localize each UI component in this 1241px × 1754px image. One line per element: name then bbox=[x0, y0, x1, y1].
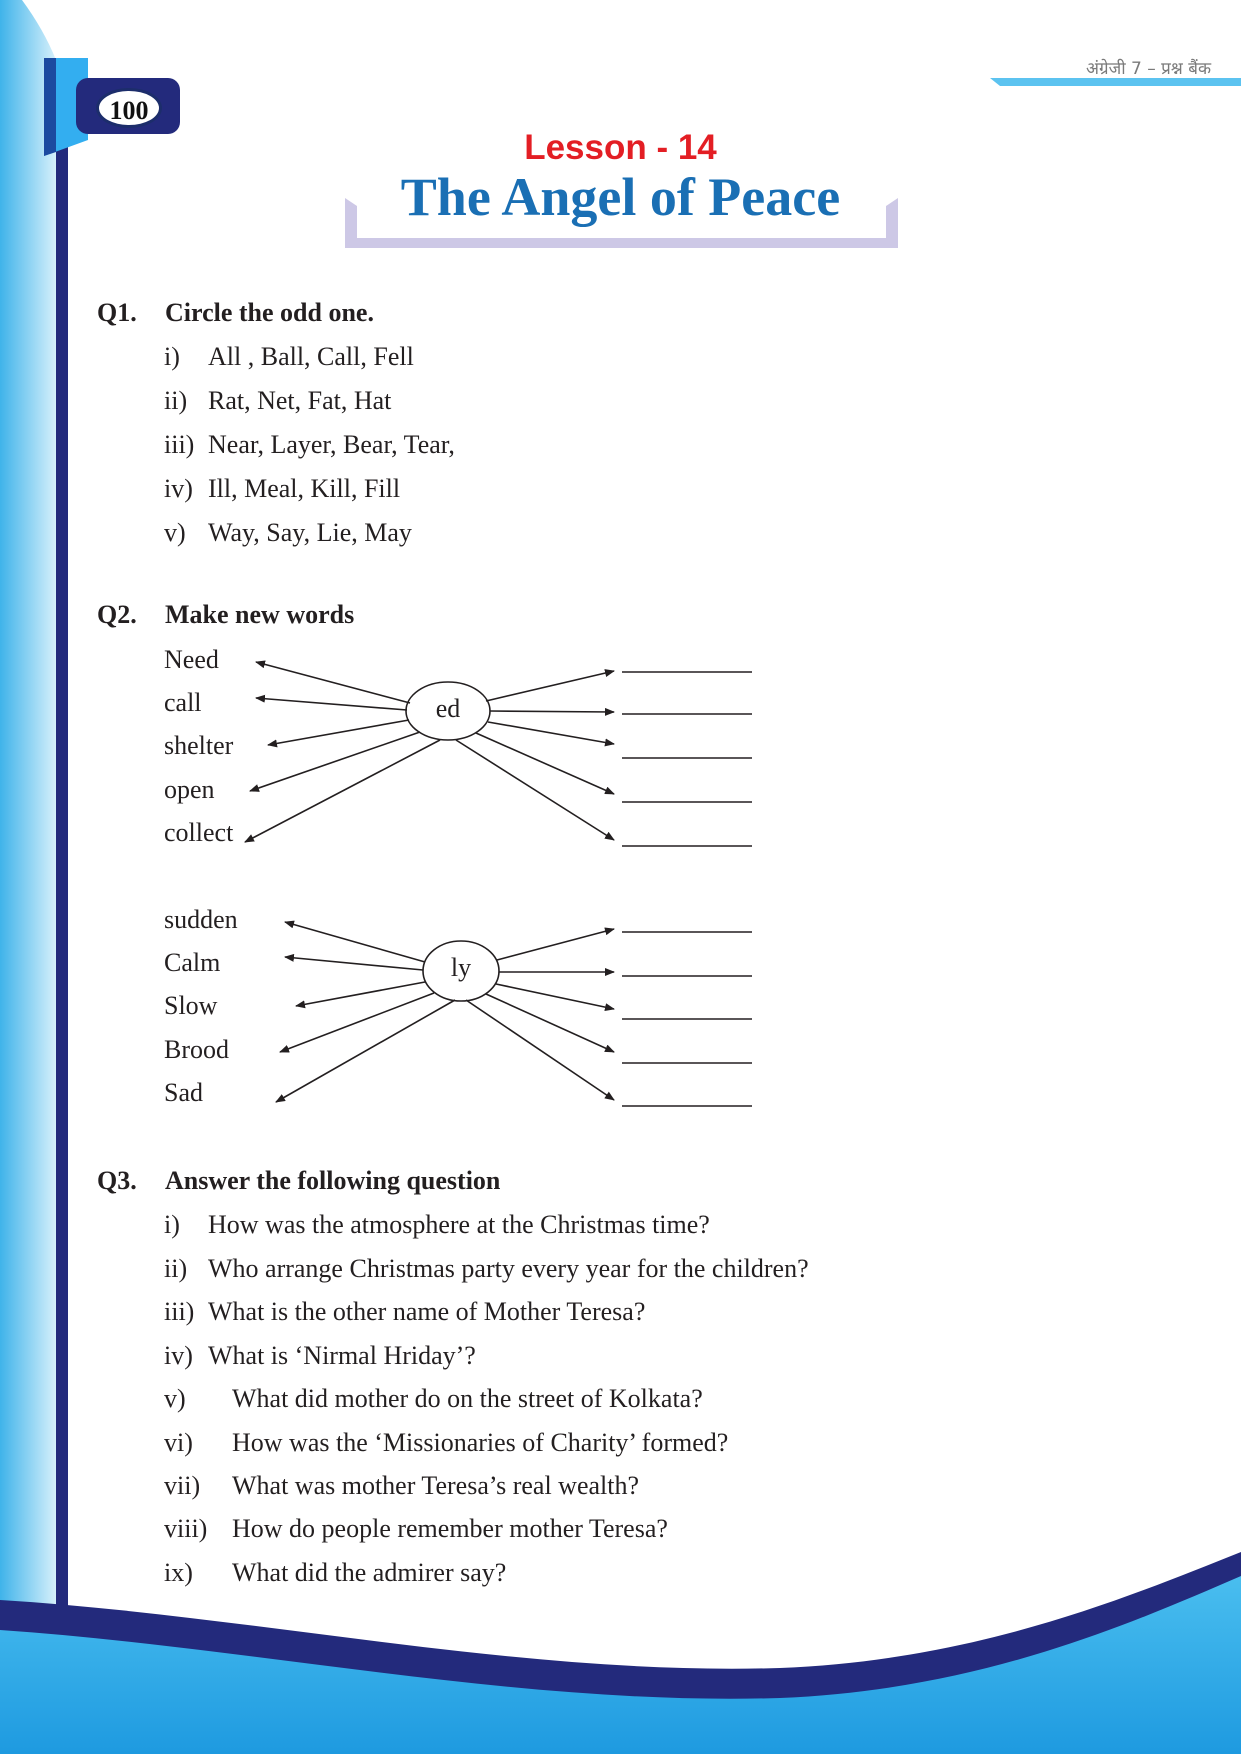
q1-item-number: i) bbox=[164, 342, 180, 371]
q3-item-text: What did mother do on the street of Kolkata? bbox=[232, 1384, 703, 1413]
q1-item-number: ii) bbox=[164, 386, 188, 415]
lesson-number: Lesson - 14 bbox=[524, 128, 717, 167]
web-arrow bbox=[285, 957, 423, 970]
q3-item-text: What did the admirer say? bbox=[232, 1558, 507, 1587]
q3-item-number: vii) bbox=[164, 1471, 201, 1500]
q3-item-number: ix) bbox=[164, 1558, 193, 1587]
q1-item-number: iii) bbox=[164, 430, 195, 459]
q3-item-text: What is ‘Nirmal Hriday’? bbox=[208, 1341, 476, 1370]
q1-item-number: iv) bbox=[164, 474, 193, 503]
q1-item-text: All , Ball, Call, Fell bbox=[208, 342, 414, 371]
base-word: Brood bbox=[164, 1035, 229, 1064]
q1-number: Q1. bbox=[97, 298, 137, 327]
q3-item-number: iv) bbox=[164, 1341, 193, 1370]
q3-item-number: iii) bbox=[164, 1297, 195, 1326]
header-book-tag: अंग्रेजी 7 – प्रश्न बैंक bbox=[1086, 59, 1211, 79]
base-word: Need bbox=[164, 645, 219, 674]
q3-item-number: v) bbox=[164, 1384, 186, 1413]
page-number: 100 bbox=[96, 88, 162, 128]
ed-word-web bbox=[245, 662, 752, 846]
web-arrow bbox=[268, 720, 409, 745]
q1-item-text: Rat, Net, Fat, Hat bbox=[208, 386, 392, 415]
web-arrow bbox=[497, 929, 614, 960]
q2-heading: Make new words bbox=[165, 600, 355, 629]
base-word: Sad bbox=[164, 1078, 203, 1107]
ly-suffix: ly bbox=[450, 953, 472, 982]
web-arrow bbox=[466, 1000, 614, 1100]
web-arrow bbox=[488, 722, 614, 744]
web-arrow bbox=[296, 982, 425, 1006]
q1-heading: Circle the odd one. bbox=[165, 298, 374, 327]
q1-item-number: v) bbox=[164, 518, 186, 547]
base-word: shelter bbox=[164, 731, 234, 760]
web-arrow bbox=[456, 740, 614, 840]
q1-item-text: Near, Layer, Bear, Tear, bbox=[208, 430, 455, 459]
q3-item-text: What was mother Teresa’s real wealth? bbox=[232, 1471, 640, 1500]
q2-number: Q2. bbox=[97, 600, 137, 629]
q3-item-text: How was the atmosphere at the Christmas time? bbox=[208, 1210, 710, 1239]
web-arrow bbox=[486, 671, 614, 701]
q3-item-text: How was the ‘Missionaries of Charity’ formed? bbox=[232, 1428, 729, 1457]
q3-item-text: What is the other name of Mother Teresa? bbox=[208, 1297, 646, 1326]
q3-item-number: i) bbox=[164, 1210, 180, 1239]
web-arrow bbox=[245, 740, 440, 842]
lesson-title: The Angel of Peace bbox=[400, 167, 841, 227]
web-arrow bbox=[486, 994, 614, 1052]
q3-item-number: vi) bbox=[164, 1428, 193, 1457]
q1-item-text: Ill, Meal, Kill, Fill bbox=[208, 474, 401, 503]
q3-number: Q3. bbox=[97, 1166, 137, 1195]
base-word: collect bbox=[164, 818, 234, 847]
q3-item-number: viii) bbox=[164, 1514, 208, 1543]
web-arrow bbox=[476, 733, 614, 794]
q3-item-text: How do people remember mother Teresa? bbox=[232, 1514, 668, 1543]
web-arrow bbox=[250, 732, 420, 791]
q3-heading: Answer the following question bbox=[165, 1166, 501, 1195]
base-word: sudden bbox=[164, 905, 238, 934]
web-arrow bbox=[256, 662, 410, 703]
q1-item-text: Way, Say, Lie, May bbox=[208, 518, 412, 547]
q3-item-number: ii) bbox=[164, 1254, 188, 1283]
web-arrow bbox=[496, 984, 614, 1009]
base-word: call bbox=[164, 688, 202, 717]
web-arrow bbox=[280, 993, 434, 1052]
ed-suffix: ed bbox=[435, 694, 461, 723]
base-word: Slow bbox=[164, 991, 218, 1020]
ly-word-web bbox=[276, 922, 752, 1106]
base-word: Calm bbox=[164, 948, 221, 977]
q3-item-text: Who arrange Christmas party every year for the children? bbox=[208, 1254, 809, 1283]
web-arrow bbox=[490, 711, 614, 712]
web-arrow bbox=[256, 698, 407, 710]
web-arrow bbox=[285, 922, 425, 962]
web-arrow bbox=[276, 1000, 455, 1102]
base-word: open bbox=[164, 775, 215, 804]
